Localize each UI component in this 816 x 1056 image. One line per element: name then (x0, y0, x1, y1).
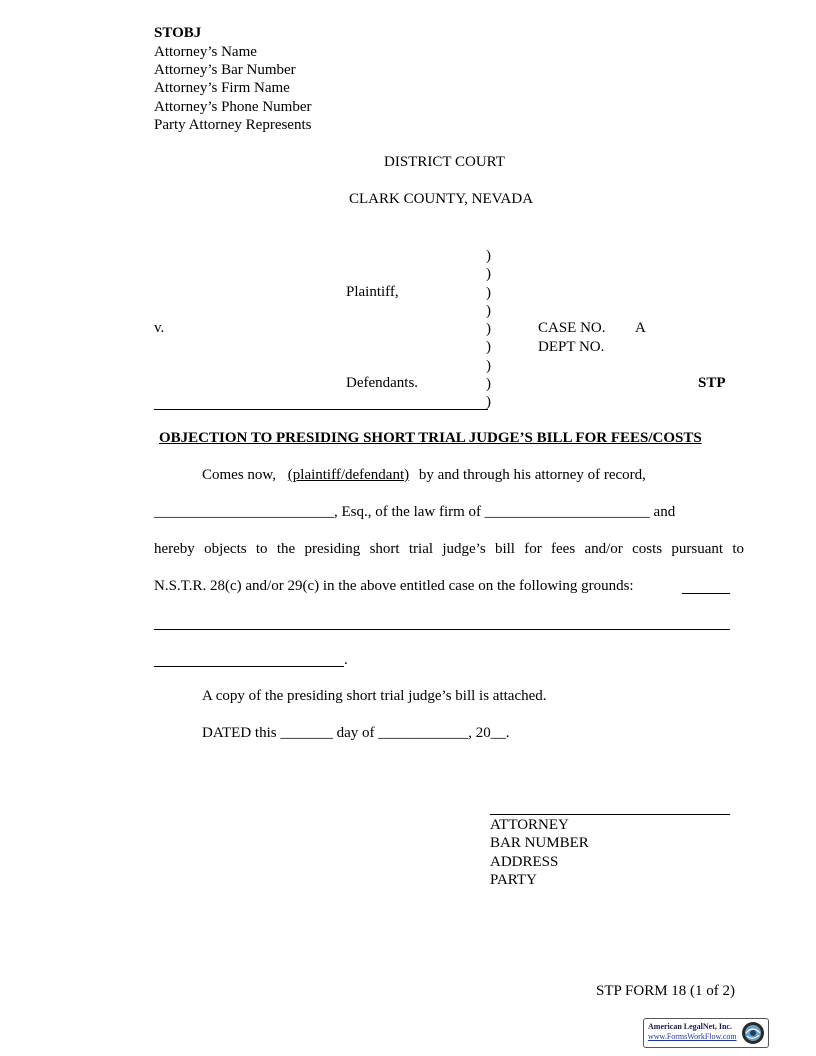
body-paragraph-line-4: N.S.T.R. 28(c) and/or 29(c) in the above entitled case on the following grounds: (154, 578, 634, 594)
by-through-text: by and through his attorney of record, (418, 467, 646, 483)
body-paragraph-line-3: hereby objects to the presiding short trial judge’s bill for fees and/or costs pursuant to (154, 541, 744, 557)
case-no-label: CASE NO. (538, 320, 606, 336)
caption-paren: ) (486, 339, 491, 356)
signature-bar-number: BAR NUMBER (490, 835, 589, 851)
signature-address: ADDRESS (490, 854, 559, 870)
caption-paren: ) (486, 394, 491, 411)
attorney-bar-number-line: Attorney’s Bar Number (154, 62, 296, 78)
body-paragraph-line-1 (202, 466, 646, 484)
caption-underline (154, 409, 488, 410)
attorney-firm-line: Attorney’s Firm Name (154, 80, 290, 96)
grounds-blank-end[interactable] (154, 666, 344, 667)
logo-company-name: American LegalNet, Inc. (648, 1022, 732, 1031)
american-legalnet-logo[interactable] (643, 1018, 769, 1048)
form-identifier: STP FORM 18 (1 of 2) (596, 983, 736, 999)
body-paragraph-line-2: ________________________, Esq., of the law firm of ______________________ and (154, 504, 676, 520)
logo-url[interactable]: www.FormsWorkFlow.com (648, 1032, 737, 1041)
grounds-blank-start[interactable] (682, 593, 730, 594)
versus-label: v. (154, 320, 165, 336)
copy-attached-text: A copy of the presiding short trial judge’s bill is attached. (202, 688, 547, 704)
signature-line[interactable] (490, 814, 730, 815)
dept-no-label: DEPT NO. (538, 339, 605, 355)
court-county: CLARK COUNTY, NEVADA (349, 191, 534, 207)
party-blank-field[interactable]: (plaintiff/defendant) (287, 467, 410, 483)
party-represented-line: Party Attorney Represents (154, 117, 312, 133)
defendants-label: Defendants. (346, 375, 419, 391)
comes-now-text: Comes now, (202, 467, 277, 483)
plaintiff-label: Plaintiff, (346, 284, 399, 300)
caption-paren: ) (486, 357, 491, 374)
globe-icon (741, 1021, 765, 1045)
signature-attorney: ATTORNEY (490, 817, 569, 833)
attorney-name-line: Attorney’s Name (154, 44, 257, 60)
caption-paren: ) (486, 321, 491, 338)
form-code: STOBJ (154, 25, 202, 41)
caption-paren-column (486, 247, 491, 412)
document-title: OBJECTION TO PRESIDING SHORT TRIAL JUDGE’S BILL FOR FEES/COSTS (159, 430, 702, 446)
caption-paren: ) (486, 248, 491, 264)
caption-paren: ) (486, 266, 491, 283)
attorney-phone-line: Attorney’s Phone Number (154, 99, 312, 115)
case-no-value: A (635, 320, 646, 336)
dated-line: DATED this _______ day of ____________, 20__. (202, 725, 510, 741)
court-name: DISTRICT COURT (384, 154, 505, 170)
stp-tag: STP (698, 375, 726, 391)
grounds-blank-line[interactable] (154, 629, 730, 630)
caption-paren: ) (486, 284, 491, 301)
grounds-period: . (344, 652, 348, 668)
caption-paren: ) (486, 376, 491, 393)
caption-paren: ) (486, 302, 491, 319)
signature-party: PARTY (490, 872, 537, 888)
